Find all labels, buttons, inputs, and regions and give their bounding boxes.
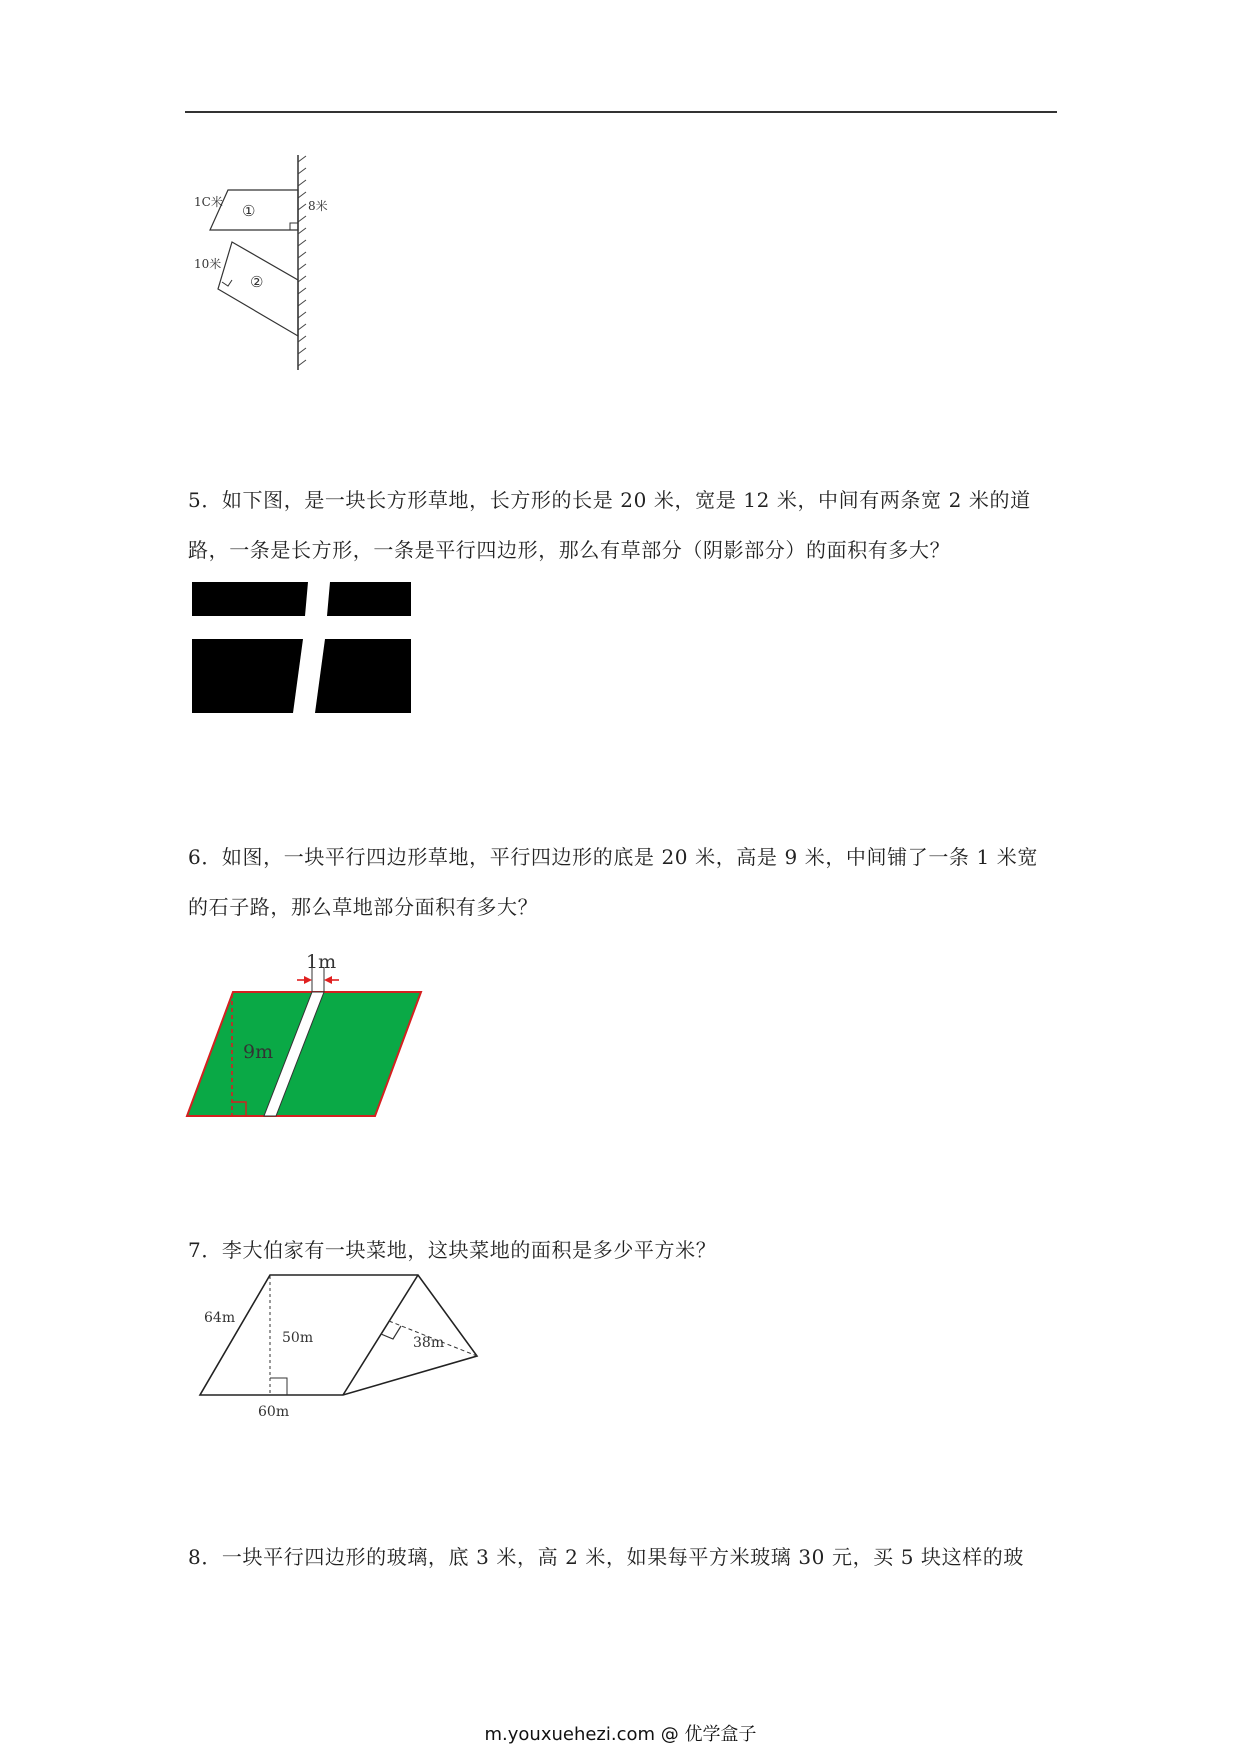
lawn-parallelogram [187,992,421,1116]
base-label: 60m [258,1404,290,1420]
label-mid: 10米 [194,257,222,271]
figure-rect-lawn [192,582,412,714]
label-top: 1C米 [194,195,223,209]
lawn-top-left [192,582,308,616]
triangle-height-label: 38m [413,1335,445,1351]
lawn-bottom-right [315,639,411,713]
height-50-label: 50m [282,1330,314,1346]
shape1-marker: ① [242,202,256,220]
question-6: 6．如图，一块平行四边形草地，平行四边形的底是 20 米，高是 9 米，中间铺了一条 1 米宽的石子路，那么草地部分面积有多大？ [188,845,1038,919]
figure-wall-plots [190,150,340,375]
question-5: 5．如下图，是一块长方形草地，长方形的长是 20 米，宽是 12 米，中间有两条宽 2 米的道路，一条是长方形，一条是平行四边形，那么有草部分（阴影部分）的面积有多大？ [188,488,1031,562]
question-7: 7．李大伯家有一块菜地，这块菜地的面积是多少平方米？ [188,1238,717,1262]
figure-vegetable-field [185,1270,485,1425]
height-label: 9m [243,1041,274,1063]
label-right: 8米 [308,199,328,213]
shape2-marker: ② [250,273,264,291]
header-rule [185,111,1057,113]
left-side-label: 64m [204,1310,236,1326]
path-width-label: 1m [306,951,337,973]
lawn-bottom-left [192,639,303,713]
question-8: 8．一块平行四边形的玻璃，底 3 米，高 2 米，如果每平方米玻璃 30 元，买 5 块这样的玻 [188,1545,1025,1569]
page-footer: m.youxuehezi.com @ 优学盒子 [484,1724,757,1745]
figure-parallelogram-lawn [185,945,430,1120]
lawn-top-right [327,582,411,616]
